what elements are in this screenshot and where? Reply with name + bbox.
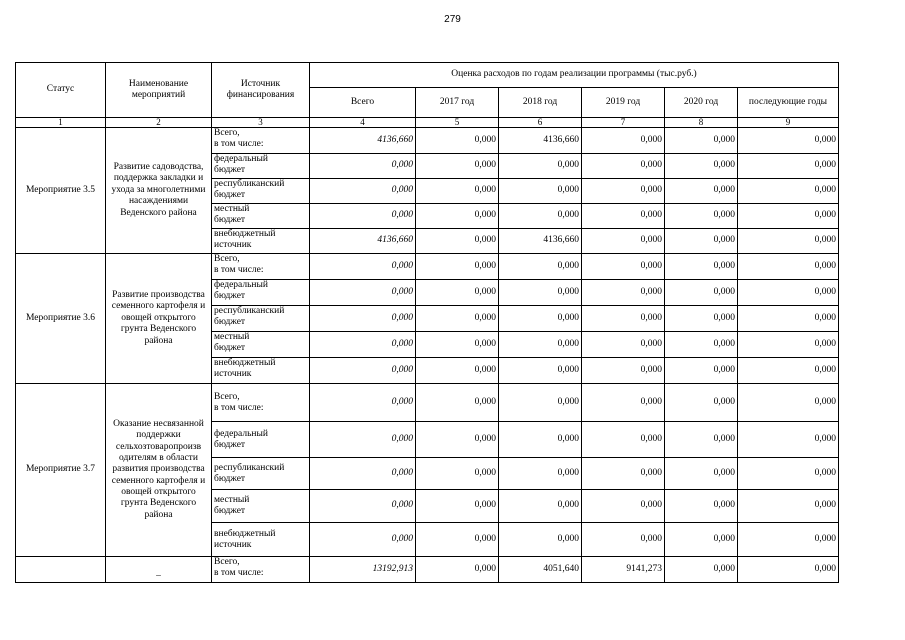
- budget-table: [15, 62, 839, 583]
- value-cell: 0,000: [310, 384, 416, 422]
- table-row: [16, 557, 839, 583]
- value-cell: 0,000: [310, 254, 416, 280]
- value-cell: 0,000: [416, 490, 499, 523]
- value-cell: 0,000: [499, 490, 582, 523]
- value-cell: 0,000: [499, 254, 582, 280]
- value-cell: 0,000: [310, 458, 416, 490]
- source-republic: республиканский бюджет: [212, 306, 310, 332]
- event-name-cell: Развитие садоводства, поддержка закладки и ухода за многолетними насаждениями Веденского района: [106, 128, 212, 254]
- value-cell: 0,000: [582, 179, 665, 204]
- value-cell: 0,000: [416, 523, 499, 557]
- value-cell: 0,000: [416, 229, 499, 254]
- value-cell: 0,000: [416, 154, 499, 179]
- value-cell: 0,000: [499, 306, 582, 332]
- value-cell: 0,000: [310, 154, 416, 179]
- header-funding-source: Источник финансирования: [212, 63, 310, 118]
- page-number: 279: [444, 14, 461, 25]
- header-2018: 2018 год: [499, 88, 582, 118]
- source-total: Всего, в том числе:: [212, 384, 310, 422]
- value-cell: 0,000: [582, 358, 665, 384]
- value-cell: 0,000: [738, 179, 839, 204]
- value-cell: 0,000: [665, 128, 738, 154]
- value-cell: 0,000: [416, 557, 499, 583]
- value-cell: 0,000: [738, 229, 839, 254]
- value-cell: 0,000: [738, 254, 839, 280]
- status-cell: [16, 557, 106, 583]
- column-numbers-row: [16, 118, 839, 128]
- value-cell: 0,000: [499, 523, 582, 557]
- value-cell: 0,000: [416, 128, 499, 154]
- value-cell: 0,000: [310, 204, 416, 229]
- value-cell: 0,000: [738, 523, 839, 557]
- value-cell: 0,000: [582, 384, 665, 422]
- source-total: Всего, в том числе:: [212, 128, 310, 154]
- value-cell: 0,000: [665, 358, 738, 384]
- value-cell: 0,000: [665, 523, 738, 557]
- value-cell: 0,000: [582, 229, 665, 254]
- value-cell: 4051,640: [499, 557, 582, 583]
- source-extrabudget: внебюджетный источник: [212, 229, 310, 254]
- source-local: местный бюджет: [212, 332, 310, 358]
- value-cell: 0,000: [582, 204, 665, 229]
- value-cell: 0,000: [582, 458, 665, 490]
- header-status: Статус: [16, 63, 106, 118]
- value-cell: 0,000: [499, 179, 582, 204]
- value-cell: 0,000: [738, 458, 839, 490]
- value-cell: 0,000: [738, 306, 839, 332]
- value-cell: 0,000: [499, 422, 582, 458]
- header-2017: 2017 год: [416, 88, 499, 118]
- value-cell: 0,000: [499, 204, 582, 229]
- value-cell: 0,000: [499, 280, 582, 306]
- value-cell: 0,000: [310, 280, 416, 306]
- event-name-cell: Развитие производства семенного картофеля и овощей открытого грунта Веденского района: [106, 254, 212, 384]
- value-cell: 0,000: [738, 128, 839, 154]
- header-row: [16, 63, 839, 88]
- value-cell: 0,000: [665, 154, 738, 179]
- table-row: [16, 384, 839, 422]
- value-cell: 0,000: [665, 204, 738, 229]
- column-number: 6: [499, 118, 582, 128]
- value-cell: 0,000: [665, 332, 738, 358]
- value-cell: 0,000: [738, 154, 839, 179]
- column-number: 3: [212, 118, 310, 128]
- column-number: 8: [665, 118, 738, 128]
- value-cell: 0,000: [310, 332, 416, 358]
- header-2020: 2020 год: [665, 88, 738, 118]
- value-cell: 0,000: [416, 179, 499, 204]
- value-cell: 0,000: [416, 254, 499, 280]
- value-cell: 0,000: [665, 458, 738, 490]
- source-local: местный бюджет: [212, 204, 310, 229]
- value-cell: 0,000: [582, 332, 665, 358]
- value-cell: 0,000: [499, 384, 582, 422]
- source-republic: республиканский бюджет: [212, 179, 310, 204]
- table-row: [16, 128, 839, 154]
- value-cell: 0,000: [310, 358, 416, 384]
- value-cell: 0,000: [416, 384, 499, 422]
- value-cell: 9141,273: [582, 557, 665, 583]
- value-cell: 0,000: [582, 154, 665, 179]
- source-federal: федеральный бюджет: [212, 280, 310, 306]
- event-name-cell: –: [106, 557, 212, 583]
- value-cell: 0,000: [582, 128, 665, 154]
- value-cell: 4136,660: [310, 128, 416, 154]
- value-cell: 0,000: [665, 254, 738, 280]
- value-cell: 0,000: [738, 490, 839, 523]
- value-cell: 0,000: [665, 306, 738, 332]
- source-total: Всего, в том числе:: [212, 254, 310, 280]
- column-number: 9: [738, 118, 839, 128]
- source-total: Всего, в том числе:: [212, 557, 310, 583]
- value-cell: 0,000: [416, 280, 499, 306]
- value-cell: 0,000: [738, 280, 839, 306]
- value-cell: 4136,660: [310, 229, 416, 254]
- header-estimate: Оценка расходов по годам реализации программы (тыс.руб.): [310, 63, 839, 88]
- value-cell: 0,000: [582, 422, 665, 458]
- table-row: [16, 254, 839, 280]
- value-cell: 0,000: [738, 358, 839, 384]
- value-cell: 0,000: [582, 280, 665, 306]
- value-cell: 0,000: [416, 204, 499, 229]
- value-cell: 0,000: [665, 557, 738, 583]
- value-cell: 0,000: [582, 490, 665, 523]
- value-cell: 0,000: [665, 280, 738, 306]
- header-event-name: Наименование мероприятий: [106, 63, 212, 118]
- header-later-years: последующие годы: [738, 88, 839, 118]
- value-cell: 0,000: [416, 458, 499, 490]
- source-extrabudget: внебюджетный источник: [212, 523, 310, 557]
- value-cell: 0,000: [310, 490, 416, 523]
- event-name-cell: Оказание несвязанной поддержки сельхозтоваропроизв одителям в области развития производства семенного картофеля и овощей открытого грунта Веденского района: [106, 384, 212, 557]
- value-cell: 0,000: [499, 458, 582, 490]
- value-cell: 0,000: [665, 229, 738, 254]
- value-cell: 0,000: [665, 384, 738, 422]
- value-cell: 0,000: [416, 306, 499, 332]
- value-cell: 0,000: [738, 332, 839, 358]
- column-number: 5: [416, 118, 499, 128]
- value-cell: 0,000: [499, 154, 582, 179]
- status-cell: Мероприятие 3.6: [16, 254, 106, 384]
- value-cell: 0,000: [416, 422, 499, 458]
- header-total: Всего: [310, 88, 416, 118]
- value-cell: 0,000: [665, 422, 738, 458]
- value-cell: 0,000: [310, 306, 416, 332]
- status-cell: Мероприятие 3.7: [16, 384, 106, 557]
- value-cell: 0,000: [310, 179, 416, 204]
- column-number: 4: [310, 118, 416, 128]
- value-cell: 0,000: [582, 523, 665, 557]
- value-cell: 0,000: [738, 422, 839, 458]
- value-cell: 0,000: [582, 254, 665, 280]
- value-cell: 0,000: [738, 557, 839, 583]
- value-cell: 0,000: [310, 523, 416, 557]
- column-number: 1: [16, 118, 106, 128]
- column-number: 2: [106, 118, 212, 128]
- source-extrabudget: внебюджетный источник: [212, 358, 310, 384]
- value-cell: 0,000: [738, 384, 839, 422]
- source-federal: федеральный бюджет: [212, 422, 310, 458]
- value-cell: 0,000: [665, 179, 738, 204]
- source-federal: федеральный бюджет: [212, 154, 310, 179]
- status-cell: Мероприятие 3.5: [16, 128, 106, 254]
- value-cell: 0,000: [499, 358, 582, 384]
- header-2019: 2019 год: [582, 88, 665, 118]
- column-number: 7: [582, 118, 665, 128]
- value-cell: 0,000: [499, 332, 582, 358]
- value-cell: 0,000: [310, 422, 416, 458]
- value-cell: 0,000: [416, 358, 499, 384]
- value-cell: 0,000: [665, 490, 738, 523]
- value-cell: 4136,660: [499, 229, 582, 254]
- source-local: местный бюджет: [212, 490, 310, 523]
- value-cell: 13192,913: [310, 557, 416, 583]
- value-cell: 0,000: [738, 204, 839, 229]
- value-cell: 0,000: [582, 306, 665, 332]
- source-republic: республиканский бюджет: [212, 458, 310, 490]
- value-cell: 4136,660: [499, 128, 582, 154]
- value-cell: 0,000: [416, 332, 499, 358]
